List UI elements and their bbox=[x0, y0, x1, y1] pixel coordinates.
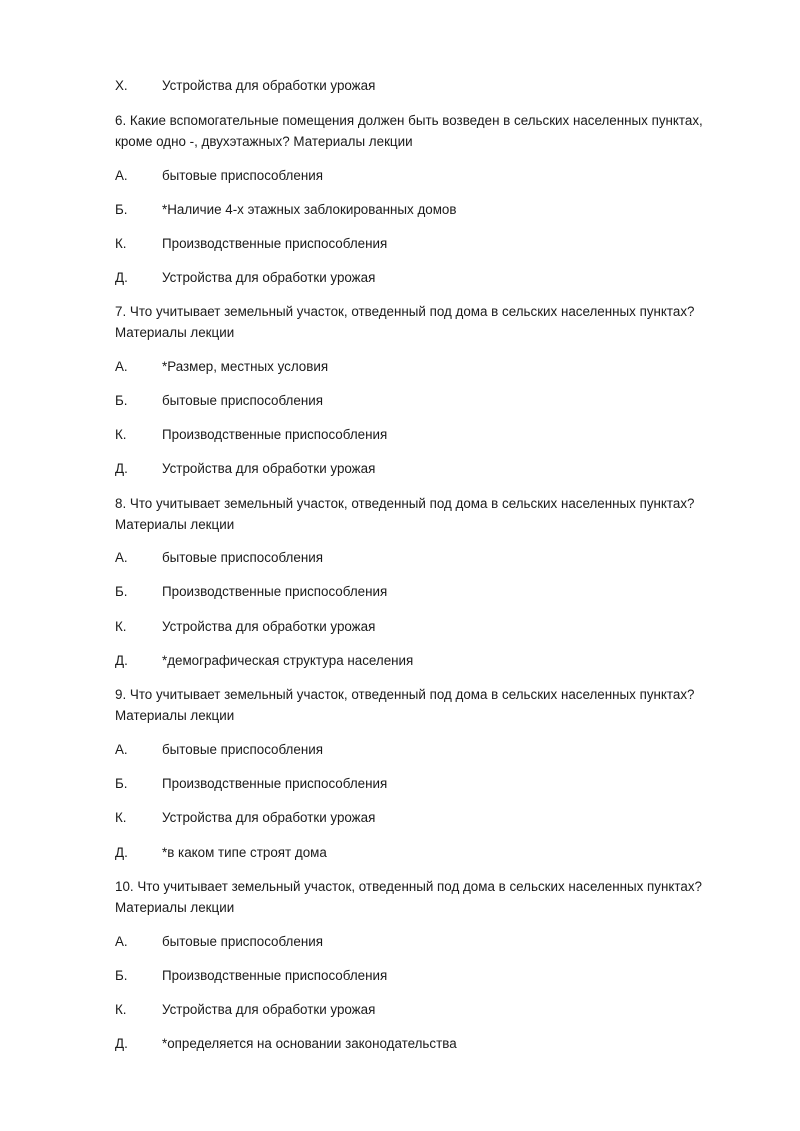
option-text: бытовые приспособления bbox=[162, 168, 323, 183]
option-text: Устройства для обработки урожая bbox=[162, 270, 376, 285]
option-text: *демографическая структура населения bbox=[162, 653, 414, 668]
question-10-option-a bbox=[115, 931, 715, 952]
question-7-option-c bbox=[115, 424, 715, 445]
question-10-option-d bbox=[115, 1033, 715, 1054]
question-9-option-d bbox=[115, 842, 715, 863]
option-letter: Д. bbox=[115, 845, 128, 860]
option-text: Устройства для обработки урожая bbox=[162, 619, 376, 634]
question-10-option-b bbox=[115, 965, 715, 986]
question-8-option-a bbox=[115, 547, 715, 568]
option-letter: А. bbox=[115, 934, 128, 949]
option-text: *Наличие 4-х этажных заблокированных домов bbox=[162, 202, 457, 217]
option-letter: А. bbox=[115, 550, 128, 565]
option-text: бытовые приспособления bbox=[162, 550, 323, 565]
option-letter: Б. bbox=[115, 584, 128, 599]
option-text: *определяется на основании законодательства bbox=[162, 1036, 457, 1051]
option-text: Устройства для обработки урожая bbox=[162, 461, 376, 476]
option-letter: А. bbox=[115, 168, 128, 183]
option-text: Производственные приспособления bbox=[162, 427, 388, 442]
question-10: 10. Что учитывает земельный участок, отведенный под дома в сельских населенных пунктах? Материалы лекции bbox=[115, 879, 702, 915]
option-letter: А. bbox=[115, 742, 128, 757]
option-letter: К. bbox=[115, 810, 127, 825]
question-9-option-a bbox=[115, 739, 715, 760]
question-10-option-c bbox=[115, 999, 715, 1020]
option-letter: Д. bbox=[115, 1036, 128, 1051]
option-letter: К. bbox=[115, 427, 127, 442]
option-text: Производственные приспособления bbox=[162, 584, 388, 599]
option-text: Устройства для обработки урожая bbox=[162, 810, 376, 825]
option-letter: К. bbox=[115, 619, 127, 634]
question-6-option-b bbox=[115, 199, 715, 220]
top-option bbox=[115, 75, 715, 96]
question-6-option-a bbox=[115, 165, 715, 186]
option-text: Производственные приспособления bbox=[162, 236, 388, 251]
question-8: 8. Что учитывает земельный участок, отведенный под дома в сельских населенных пунктах? Материалы лекции bbox=[115, 496, 695, 532]
option-text: бытовые приспособления bbox=[162, 393, 323, 408]
question-7-option-b bbox=[115, 390, 715, 411]
option-letter: Б. bbox=[115, 393, 128, 408]
option-text: Устройства для обработки урожая bbox=[162, 78, 376, 93]
option-letter: Б. bbox=[115, 968, 128, 983]
option-text: бытовые приспособления bbox=[162, 742, 323, 757]
question-7: 7. Что учитывает земельный участок, отведенный под дома в сельских населенных пунктах? Материалы лекции bbox=[115, 304, 695, 340]
question-8-option-b bbox=[115, 581, 715, 602]
option-text: бытовые приспособления bbox=[162, 934, 323, 949]
option-text: Устройства для обработки урожая bbox=[162, 1002, 376, 1017]
question-6-option-c bbox=[115, 233, 715, 254]
question-6: 6. Какие вспомогательные помещения должен быть возведен в сельских населенных пунктах, кроме одно -, двухэтажных? Материалы лекции bbox=[115, 113, 703, 149]
option-letter: Д. bbox=[115, 461, 128, 476]
question-7-option-d bbox=[115, 458, 715, 479]
option-letter: Х. bbox=[115, 78, 128, 93]
question-9-option-b bbox=[115, 773, 715, 794]
question-9: 9. Что учитывает земельный участок, отведенный под дома в сельских населенных пунктах? Материалы лекции bbox=[115, 687, 695, 723]
option-letter: Б. bbox=[115, 776, 128, 791]
question-6-option-d bbox=[115, 267, 715, 288]
option-letter: К. bbox=[115, 236, 127, 251]
question-8-option-c bbox=[115, 616, 715, 637]
option-letter: Д. bbox=[115, 270, 128, 285]
option-text: *Размер, местных условия bbox=[162, 359, 329, 374]
option-letter: Б. bbox=[115, 202, 128, 217]
option-letter: А. bbox=[115, 359, 128, 374]
option-text: Производственные приспособления bbox=[162, 968, 388, 983]
question-8-option-d bbox=[115, 650, 715, 671]
question-9-option-c bbox=[115, 807, 715, 828]
option-letter: Д. bbox=[115, 653, 128, 668]
option-text: *в каком типе строят дома bbox=[162, 845, 327, 860]
question-7-option-a bbox=[115, 356, 715, 377]
option-letter: К. bbox=[115, 1002, 127, 1017]
option-text: Производственные приспособления bbox=[162, 776, 388, 791]
